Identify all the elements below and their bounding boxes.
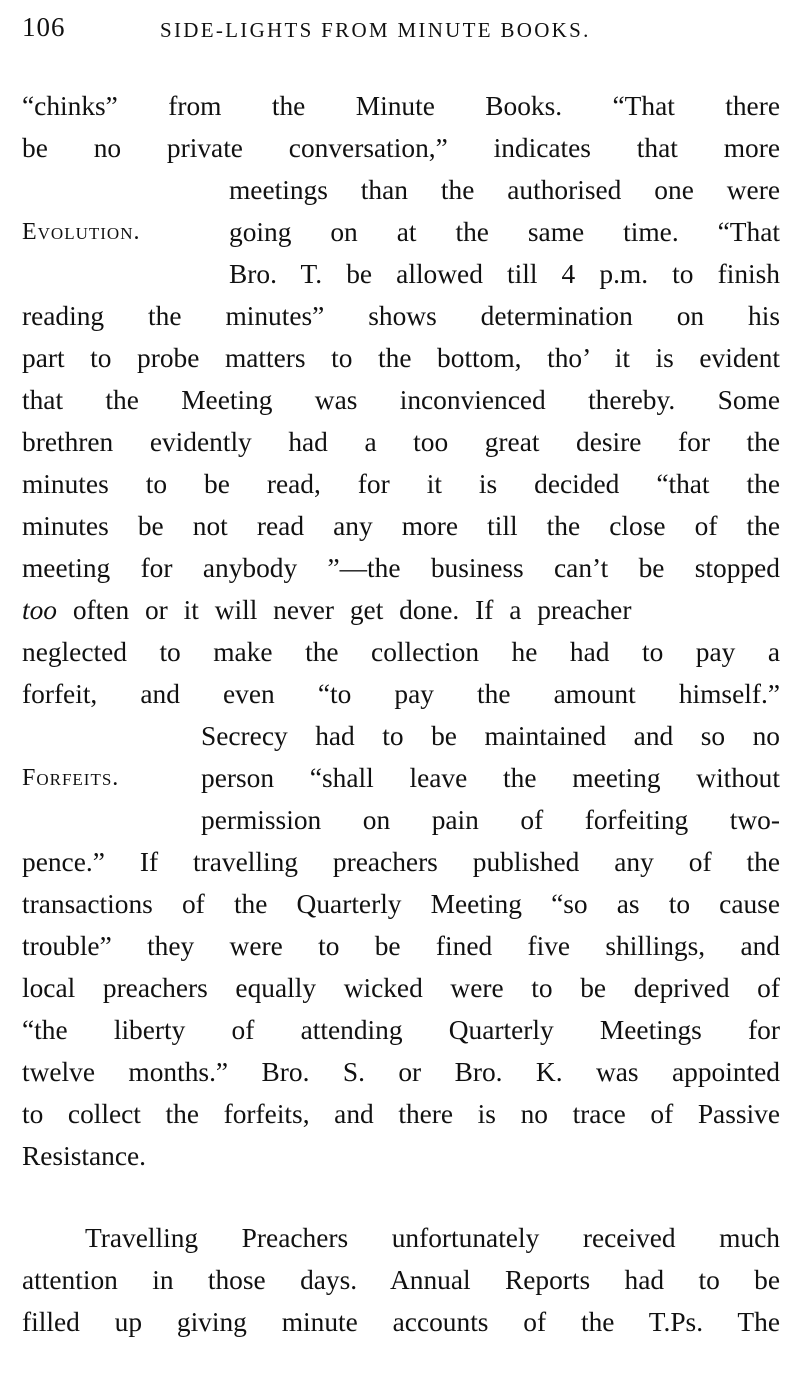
sidenote-forfeits: Forfeits. [22, 765, 120, 791]
page-number: 106 [22, 12, 66, 42]
text-line: filled up giving minute accounts of the T.Ps. The [22, 1307, 780, 1337]
text-line: “chinks” from the Minute Books. “That there [22, 91, 780, 121]
text-line: attention in those days. Annual Reports had to be [22, 1265, 780, 1295]
text-line: pence.” If travelling preachers published any of the [22, 847, 780, 877]
text-line: person “shall leave the meeting without [201, 763, 780, 793]
text-line: forfeit, and even “to pay the amount himself.” [22, 679, 780, 709]
text-line: neglected to make the collection he had to pay a [22, 637, 780, 667]
text-line: brethren evidently had a too great desire for the [22, 427, 780, 457]
text-line: transactions of the Quarterly Meeting “so as to cause [22, 889, 780, 919]
text-line: that the Meeting was inconvienced thereby. Some [22, 385, 780, 415]
text-line: minutes to be read, for it is decided “that the [22, 469, 780, 499]
text-line-rest: often or it will never get done. If a preacher [57, 595, 632, 625]
text-line: trouble” they were to be fined five shillings, and [22, 931, 780, 961]
text-line: reading the minutes” shows determination on his [22, 301, 780, 331]
text-line: Travelling Preachers unfortunately received much [85, 1223, 780, 1253]
text-line: “the liberty of attending Quarterly Meetings for [22, 1015, 780, 1045]
text-line: Bro. T. be allowed till 4 p.m. to finish [229, 259, 780, 289]
text-line: minutes be not read any more till the close of the [22, 511, 780, 541]
text-line: twelve months.” Bro. S. or Bro. K. was appointed [22, 1057, 780, 1087]
text-line: be no private conversation,” indicates that more [22, 133, 780, 163]
text-line: going on at the same time. “That [229, 217, 780, 247]
text-line: meeting for anybody ”—the business can’t be stopped [22, 553, 780, 583]
text-line: Secrecy had to be maintained and so no [201, 721, 780, 751]
page-header [22, 12, 778, 48]
text-line: Resistance. [22, 1141, 146, 1171]
text-line: local preachers equally wicked were to be deprived of [22, 973, 780, 1003]
sidenote-evolution: Evolution. [22, 219, 141, 245]
text-line [22, 589, 780, 631]
text-line: meetings than the authorised one were [229, 175, 780, 205]
running-head: SIDE-LIGHTS FROM MINUTE BOOKS. [160, 18, 591, 42]
text-line: permission on pain of forfeiting two- [201, 805, 780, 835]
italic-word: too [22, 595, 58, 625]
text-line: part to probe matters to the bottom, tho’ it is evident [22, 343, 780, 373]
text-line: to collect the forfeits, and there is no trace of Passive [22, 1099, 780, 1129]
